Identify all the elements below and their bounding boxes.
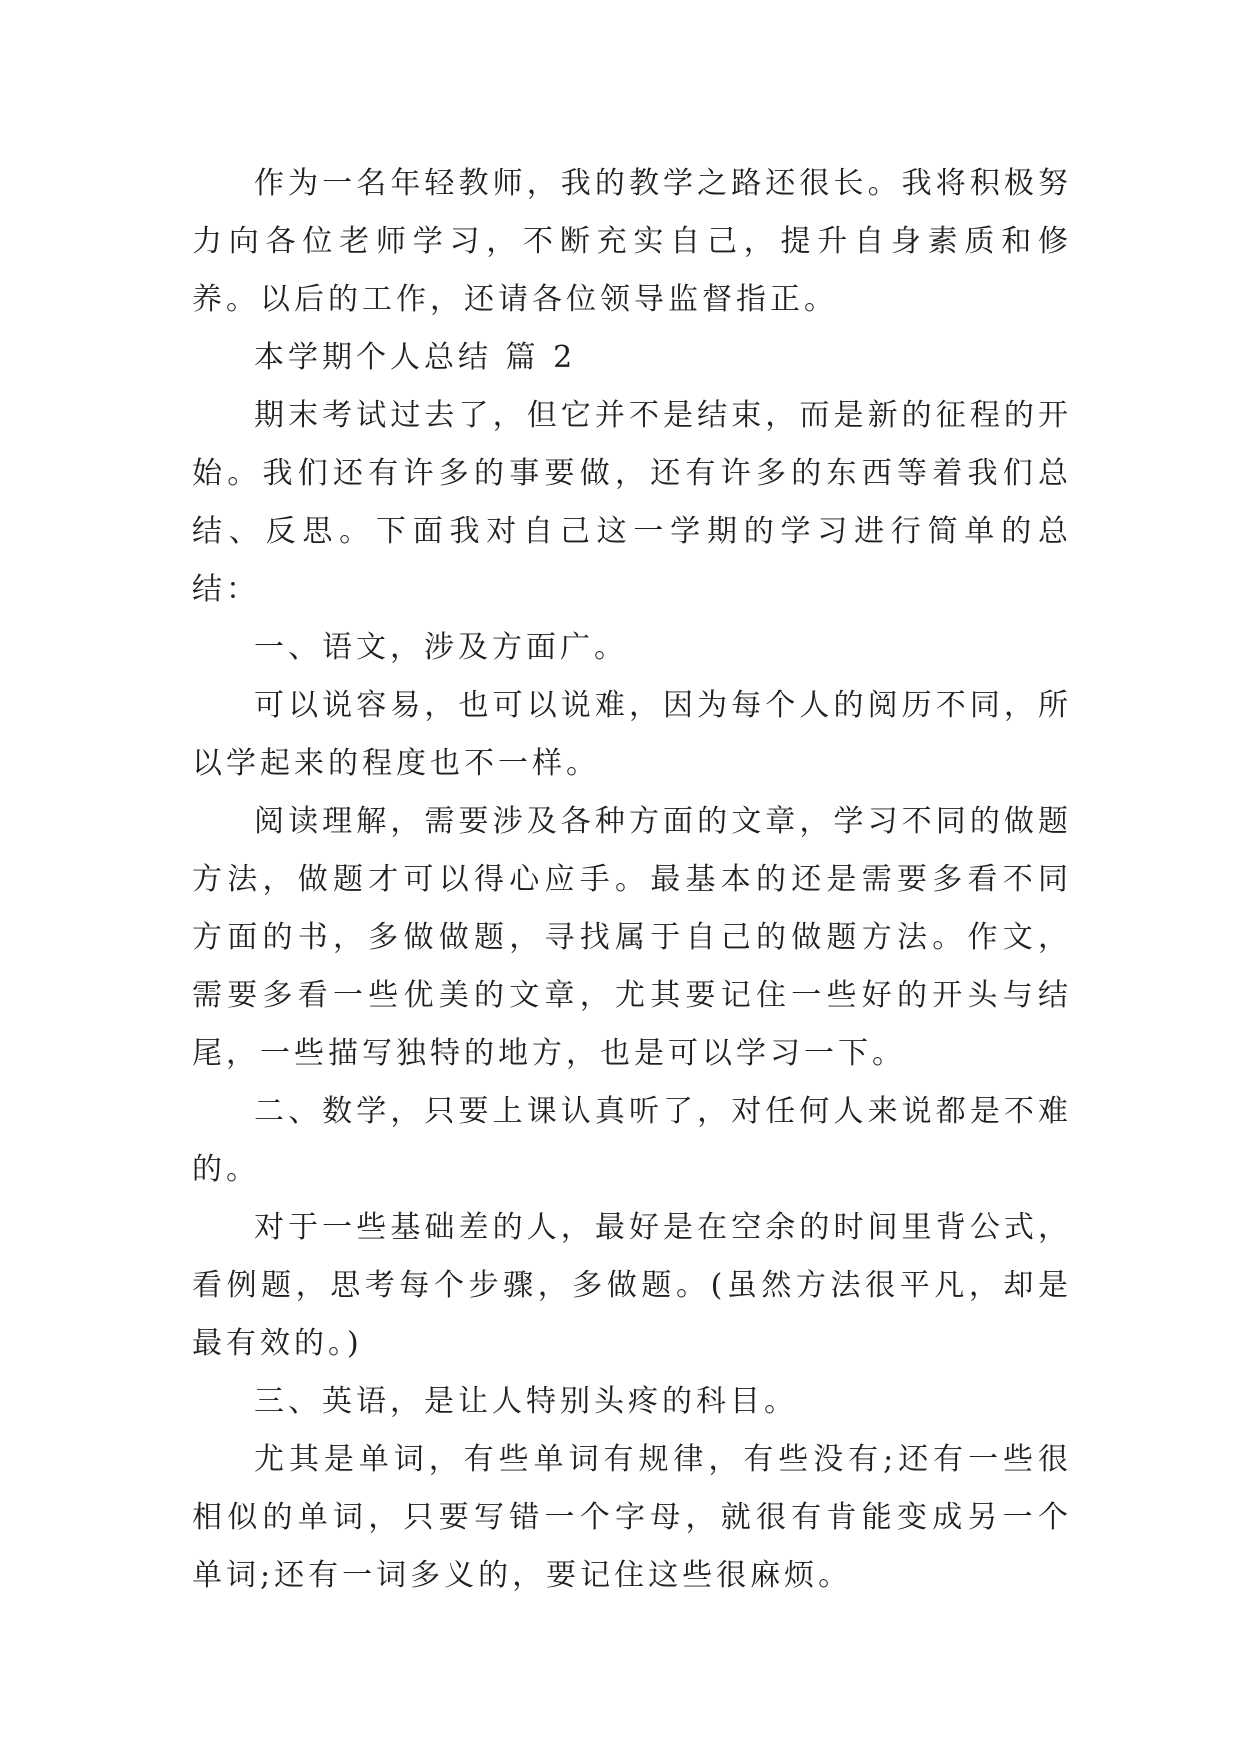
paragraph-math: 对于一些基础差的人，最好是在空余的时间里背公式，看例题，思考每个步骤，多做题。(虽然方法很平凡，却是最有效的。): [192, 1210, 1072, 1361]
document-body: [192, 155, 1072, 1605]
section-heading: 本学期个人总结 篇 2: [254, 340, 577, 375]
paragraph-chinese-1: 可以说容易，也可以说难，因为每个人的阅历不同，所以学起来的程度也不一样。: [192, 688, 1072, 781]
paragraph-intro: 期末考试过去了，但它并不是结束，而是新的征程的开始。我们还有许多的事要做，还有许多的东西等着我们总结、反思。下面我对自己这一学期的学习进行简单的总结：: [192, 398, 1072, 607]
subheading-english: 三、英语，是让人特别头疼的科目。: [254, 1384, 798, 1419]
paragraph-closing: 作为一名年轻教师，我的教学之路还很长。我将积极努力向各位老师学习，不断充实自己，提升自身素质和修养。以后的工作，还请各位领导监督指正。: [192, 166, 1072, 317]
paragraph-chinese-2: 阅读理解，需要涉及各种方面的文章，学习不同的做题方法，做题才可以得心应手。最基本的还是需要多看不同方面的书，多做做题，寻找属于自己的做题方法。作文，需要多看一些优美的文章，尤其要记住一些好的开头与结尾，一些描写独特的地方，也是可以学习一下。: [192, 804, 1072, 1071]
paragraph-english: 尤其是单词，有些单词有规律，有些没有;还有一些很相似的单词，只要写错一个字母，就很有肯能变成另一个单词;还有一词多义的，要记住这些很麻烦。: [192, 1442, 1072, 1593]
subheading-chinese: 一、语文，涉及方面广。: [254, 630, 628, 665]
subheading-math: 二、数学，只要上课认真听了，对任何人来说都是不难的。: [192, 1094, 1072, 1187]
